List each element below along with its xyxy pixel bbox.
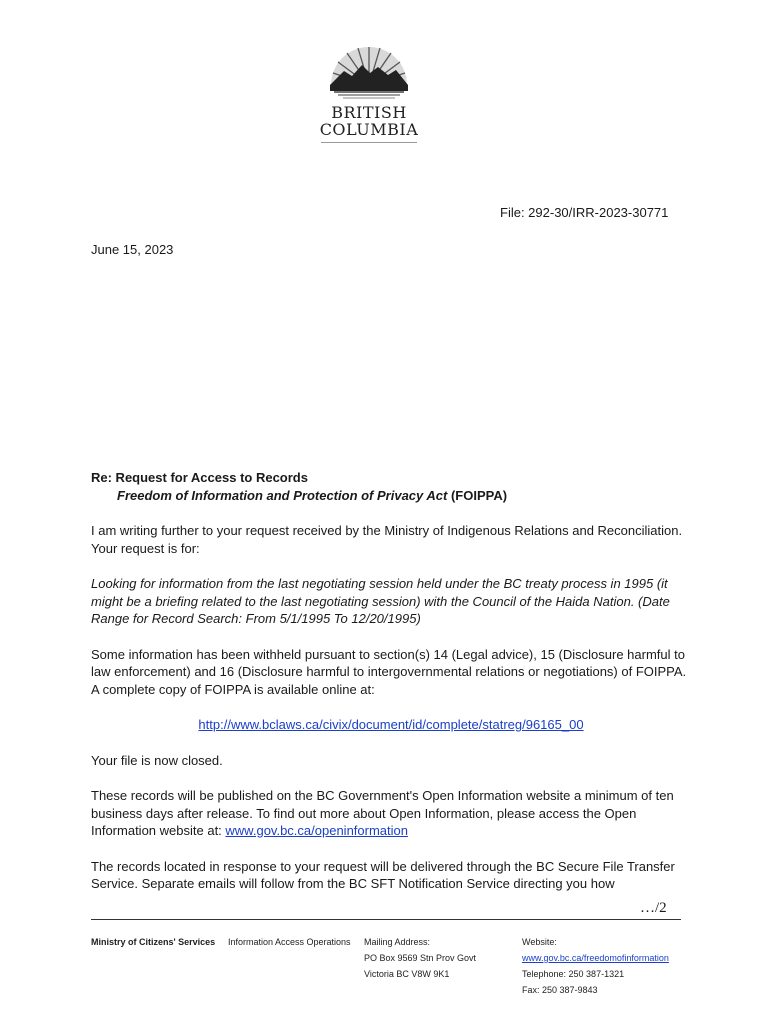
- intro-paragraph: I am writing further to your request received by the Ministry of Indigenous Relations and Reconciliation. Your request is for:: [91, 523, 683, 556]
- branch-name: Information Access Operations: [228, 937, 351, 947]
- telephone: Telephone: 250 387-1321: [522, 969, 625, 979]
- logo-divider: [321, 142, 417, 143]
- sft-paragraph: The records located in response to your request will be delivered through the BC Secure File Transfer Service. Separate emails will follow from the BC SFT Notification Service directing you how: [91, 858, 675, 891]
- footer-contact: [522, 934, 669, 998]
- open-info-text: These records will be published on the BC Government's Open Information website a minimum of ten business days after release. To find out more about Open Information, please access the Open Information website at:: [91, 788, 674, 838]
- ministry-name: Ministry of Citizens' Services: [91, 937, 216, 947]
- foippa-link[interactable]: http://www.bclaws.ca/civix/document/id/complete/statreg/96165_00: [198, 717, 584, 732]
- website-link[interactable]: www.gov.bc.ca/freedomofinformation: [522, 953, 669, 963]
- letter-date: June 15, 2023: [91, 242, 174, 257]
- footer-branch: [228, 934, 351, 950]
- footer-ministry: [91, 934, 215, 950]
- sun-mountain-emblem-icon: [316, 45, 422, 101]
- withheld-paragraph: Some information has been withheld pursuant to section(s) 14 (Legal advice), 15 (Disclosure harmful to law enforcement) and 16 (Disclosure harmful to intergovernmental relations or negotiations) of FOIPPA. A complete copy of FOIPPA is available online at:: [91, 646, 687, 697]
- footer-divider: [91, 919, 681, 920]
- page-continuation-marker: …/2: [640, 900, 667, 916]
- open-info-link[interactable]: www.gov.bc.ca/openinformation: [225, 823, 408, 838]
- mailing-line1: PO Box 9569 Stn Prov Govt: [364, 953, 477, 963]
- logo-text-columbia: COLUMBIA: [319, 120, 419, 139]
- open-info-paragraph: [91, 787, 691, 840]
- file-reference: File: 292-30/IRR-2023-30771: [500, 205, 669, 220]
- mailing-line2: Victoria BC V8W 9K1: [364, 969, 450, 979]
- act-title: Freedom of Information and Protection of Privacy Act: [117, 487, 448, 503]
- request-paragraph: Looking for information from the last negotiating session held under the BC treaty process in 1995 (it might be a briefing related to the last negotiating session) with the Council of the Haida Nation. (Date Range for Record Search: From 5/1/1995 To 12/20/1995): [91, 576, 670, 626]
- fax: Fax: 250 387-9843: [522, 985, 598, 995]
- website-label: Website:: [522, 937, 557, 947]
- act-abbrev: (FOIPPA): [447, 487, 508, 503]
- re-line: Re: Request for Access to Records: [91, 470, 308, 485]
- act-title-line: [91, 487, 691, 505]
- letter-body: [91, 469, 691, 893]
- footer-mailing-address: [364, 934, 476, 982]
- logo-text-british: BRITISH: [331, 103, 407, 122]
- bc-government-logo: [316, 45, 422, 147]
- closed-paragraph: Your file is now closed.: [91, 752, 223, 768]
- mailing-label: Mailing Address:: [364, 937, 431, 947]
